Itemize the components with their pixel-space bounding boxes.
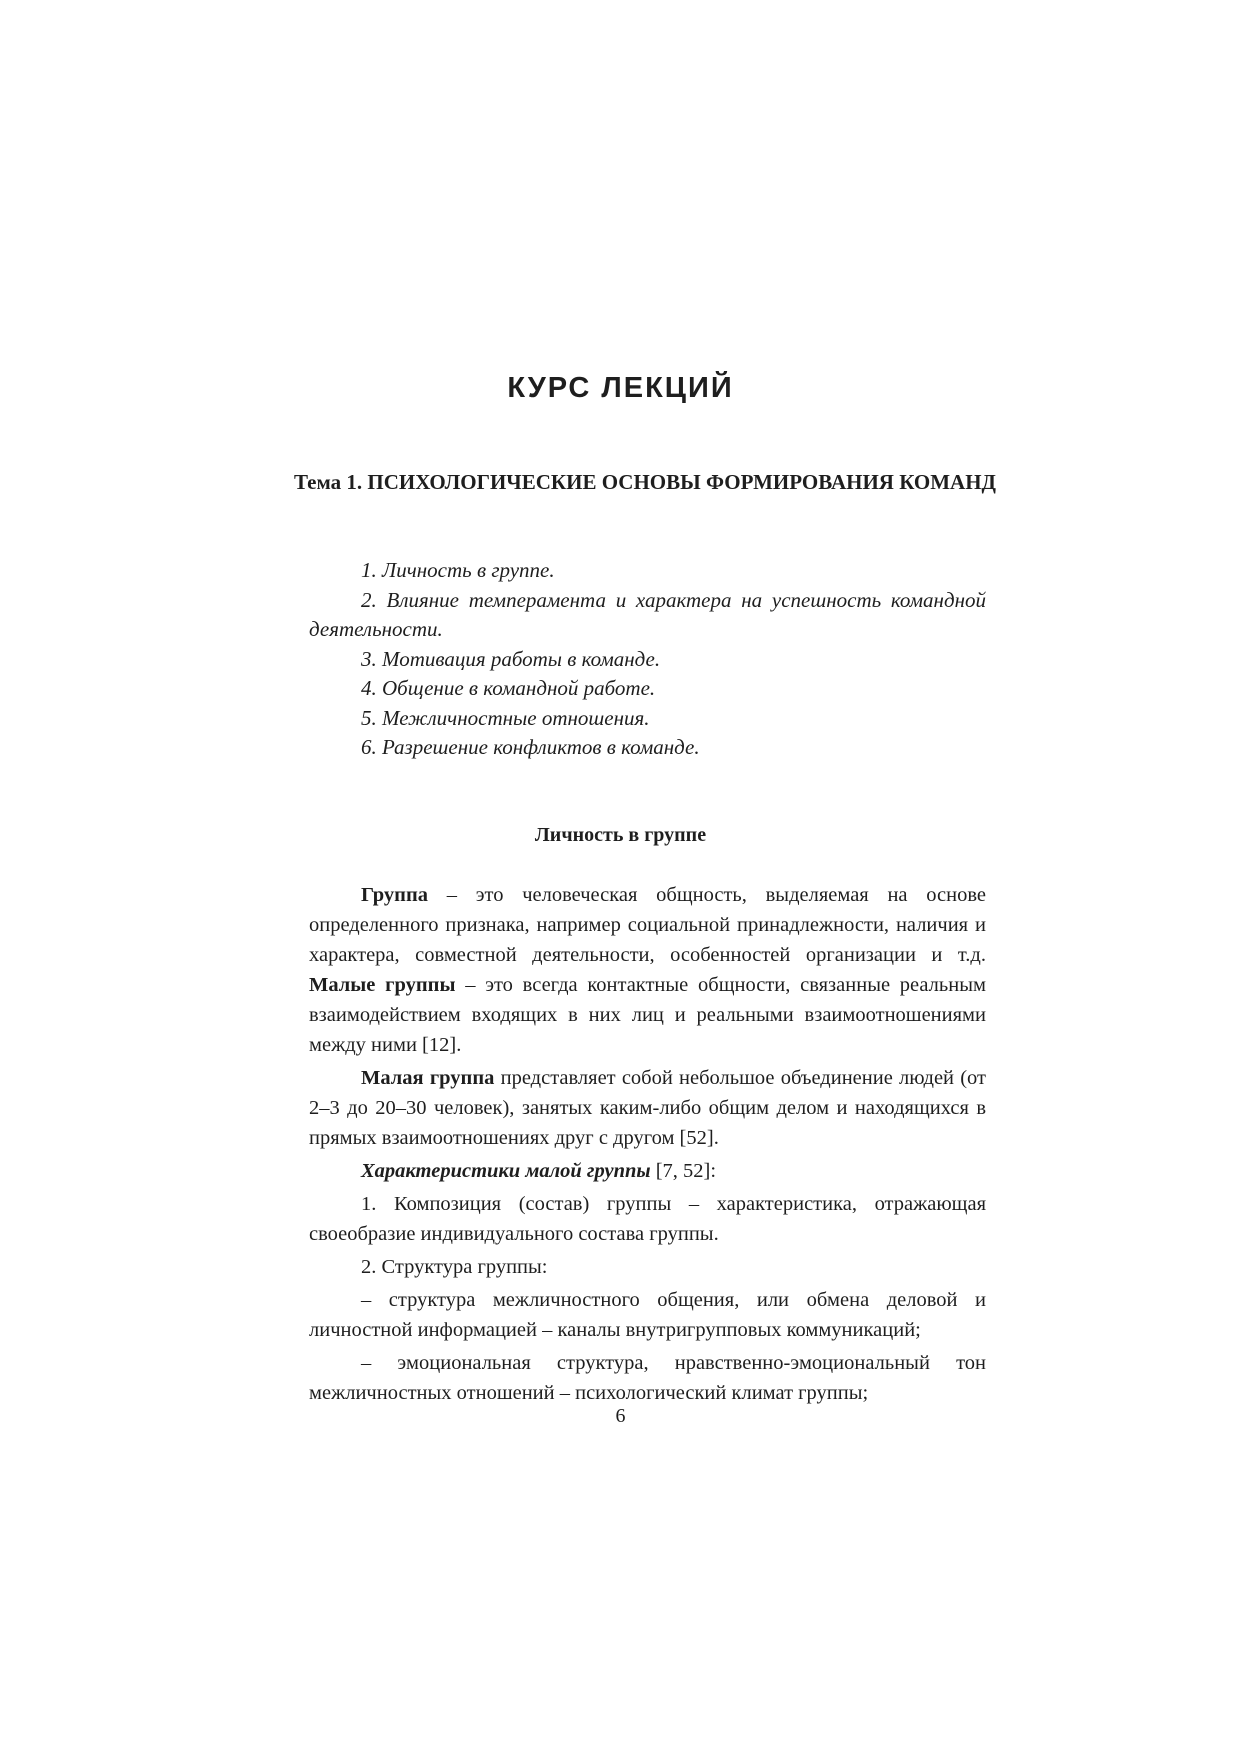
course-title: КУРС ЛЕКЦИЙ: [507, 372, 734, 404]
topic-outline-item: 5. Межличностные отношения.: [361, 705, 650, 730]
term-group: Группа: [361, 884, 429, 906]
topic-outline: [309, 556, 986, 763]
topic-title: Тема 1. ПСИХОЛОГИЧЕСКИЕ ОСНОВЫ ФОРМИРОВАНИЯ КОМАНД: [293, 470, 997, 494]
paragraph-text: [7, 52]:: [650, 1160, 717, 1182]
term-small-groups: Малые группы: [309, 974, 456, 996]
paragraph-emotional-structure: – эмоциональная структура, нравственно-эмоциональный тон межличностных отношений – психологический климат группы;: [309, 1352, 986, 1404]
topic-outline-item: 1. Личность в группе.: [361, 558, 555, 582]
term-characteristics: Характеристики малой группы: [361, 1160, 651, 1182]
section-title: Личность в группе: [534, 824, 707, 846]
topic-outline-item: 2. Влияние темперамента и характера на успешность командной деятельности.: [309, 587, 986, 641]
paragraph-composition: 1. Композиция (состав) группы – характеристика, отражающая своеобразие индивидуального состава группы.: [309, 1193, 986, 1245]
term-small-group: Малая группа: [361, 1067, 495, 1089]
paragraph-text: представляет собой небольшое объединение людей (от 2–3 до 20–30 человек), занятых каким-либо общим делом и находящихся в прямых взаимоотношениях друг с другом [52].: [309, 1067, 986, 1149]
topic-outline-item: 6. Разрешение конфликтов в команде.: [361, 735, 700, 759]
topic-outline-item: 4. Общение в командной работе.: [361, 676, 656, 700]
paragraph-small-group: [309, 1063, 986, 1153]
topic-outline-item: 3. Мотивация работы в команде.: [361, 646, 661, 671]
page-number: 6: [615, 1405, 626, 1427]
paragraph-group-definition: [309, 880, 986, 1060]
paragraph-communication-structure: – структура межличностного общения, или обмена деловой и личностной информацией – каналы внутригрупповых коммуникаций;: [309, 1289, 986, 1341]
paragraph-text: – это всегда контактные общности, связанные реальным взаимодействием входящих в них лиц и реальными взаимоотношениями между ними [12].: [309, 974, 986, 1056]
paragraph-structure: 2. Структура группы:: [361, 1256, 548, 1278]
paragraph-text: – это человеческая общность, выделяемая на основе определенного признака, например социальной принадлежности, наличия и характера, совместной деятельности, особенностей организации и т.д.: [309, 884, 986, 966]
body-text: [309, 880, 986, 1411]
paragraph-characteristics: [309, 1156, 986, 1186]
